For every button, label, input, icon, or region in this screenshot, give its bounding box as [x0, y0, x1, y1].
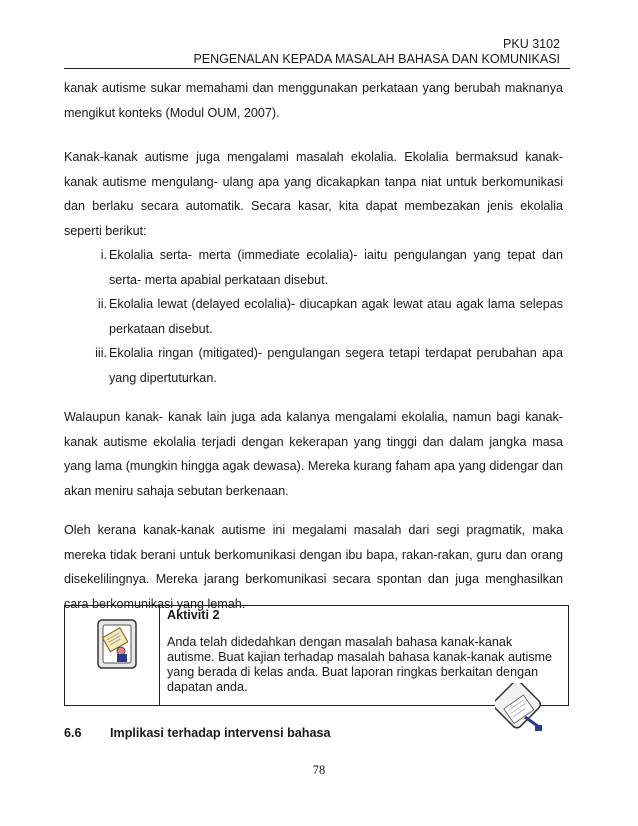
course-code: PKU 3102: [503, 37, 560, 51]
list-item-text: Ekolalia ringan (mitigated)- pengulangan segera tetapi terdapat perubahan apa yang dipertuturkan.: [109, 346, 563, 385]
list-item: [64, 243, 563, 292]
list-item: [64, 292, 563, 341]
activity-title: Aktiviti 2: [167, 608, 220, 622]
paragraph-3: Walaupun kanak- kanak lain juga ada kalanya mengalami ekolalia, namun bagi kanak-kanak autisme ekolalia terjadi dengan kekerapan yang tinggi dan dalam jangka masa yang lama (mungkin hingga agak dewasa). Mereka kurang faham apa yang didengar dan akan meniru sahaja sebutan berkenaan.: [64, 410, 563, 498]
list-item-number: i.: [100, 248, 107, 262]
list-item-text: Ekolalia lewat (delayed ecolalia)- diucapkan agak lewat atau agak lama selepas perkataan disebut.: [109, 297, 563, 336]
section-heading: [64, 726, 330, 740]
paragraph-2: Kanak-kanak autisme juga mengalami masalah ekolalia. Ekolalia bermaksud kanak-kanak autisme mengulang- ulang apa yang dicakapkan tanpa niat untuk berkomunikasi dan berlaku secara automatik. Secara kasar, kita dapat membezakan jenis ekolalia seperti berikut:: [64, 150, 563, 238]
course-title: PENGENALAN KEPADA MASALAH BAHASA DAN KOMUNIKASI: [193, 52, 560, 66]
page-number: 78: [312, 763, 326, 777]
paragraph-1: kanak autisme sukar memahami dan menggunakan perkataan yang berubah maknanya mengikut konteks (Modul OUM, 2007).: [64, 81, 563, 120]
pen-writing-icon: [495, 683, 547, 735]
activity-divider: [159, 606, 160, 705]
list-item: [64, 341, 563, 390]
activity-box: [64, 605, 569, 706]
list-item-number: ii.: [97, 297, 107, 311]
activity-description: Anda telah didedahkan dengan masalah bahasa kanak-kanak autisme. Buat kajian terhadap masalah bahasa kanak-kanak autisme yang berada di kelas anda. Buat laporan ringkas berkaitan dengan dapatan anda.: [167, 635, 553, 694]
paragraph-4: Oleh kerana kanak-kanak autisme ini megalami masalah dari segi pragmatik, maka mereka tidak berani untuk berkomunikasi dengan ibu bapa, rakan-rakan, guru dan orang disekelilingnya. Mereka jarang berkomunikasi secara spontan dan juga menghasilkan cara berkomunikasi yang lemah.: [64, 523, 563, 611]
page-header: [193, 37, 560, 67]
body-content: [64, 76, 563, 616]
section-title: Implikasi terhadap intervensi bahasa: [110, 726, 331, 740]
section-number: 6.6: [64, 726, 82, 740]
activity-text-block: [167, 608, 562, 695]
list-item-number: iii.: [95, 346, 107, 360]
list-item-text: Ekolalia serta- merta (immediate ecolalia)- iaitu pengulangan yang tepat dan serta- merta apabial perkataan disebut.: [109, 248, 563, 287]
header-rule: [64, 68, 570, 69]
ekolalia-list: [64, 243, 563, 390]
person-reading-icon: [97, 619, 137, 669]
